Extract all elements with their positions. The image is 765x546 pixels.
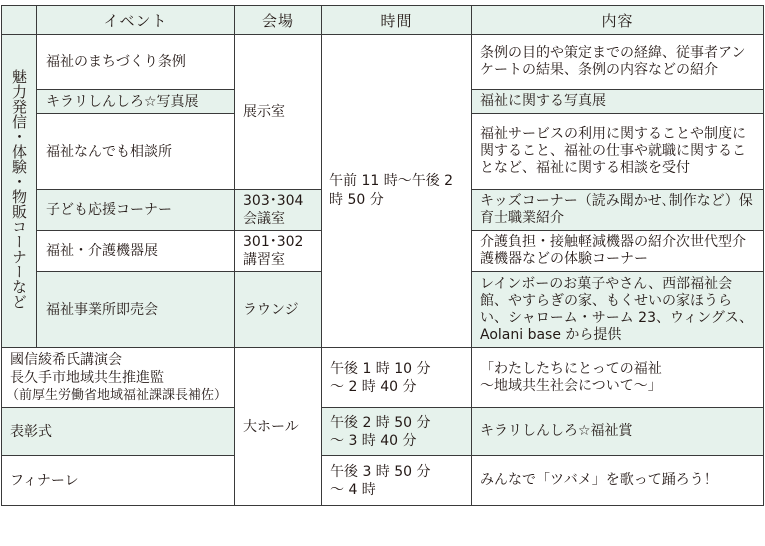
header-venue: 会場 bbox=[235, 6, 322, 35]
table-row bbox=[2, 348, 764, 408]
award-time-end: ～ 3 時 40 分 bbox=[330, 432, 417, 449]
lecture-content-line2: ～地域共生社会について～」 bbox=[480, 377, 662, 394]
content-cell: 福祉サービスの利用に関することや制度に関すること、福祉の仕事や就職に関することなど、福祉に関する相談を受付 bbox=[472, 114, 764, 190]
event-cell: キラリしんしろ☆写真展 bbox=[37, 90, 235, 114]
header-blank bbox=[2, 6, 37, 35]
header-event: イベント bbox=[37, 6, 235, 35]
lecture-speaker-title: 長久手市地域共生推進監 bbox=[10, 369, 164, 386]
venue-cell: 301･302講習室 bbox=[235, 231, 322, 272]
category-cell bbox=[2, 35, 37, 348]
time-main-text: 午前 11 時～午後 2 時 50 分 bbox=[329, 173, 454, 208]
lecture-time-end: ～ 2 時 40 分 bbox=[330, 378, 417, 395]
award-time-start: 午後 2 時 50 分 bbox=[330, 414, 431, 431]
content-cell: キラリしんしろ☆福祉賞 bbox=[472, 408, 764, 456]
content-cell: 条例の目的や策定までの経緯、従事者アンケートの結果、条例の内容などの紹介 bbox=[472, 35, 764, 90]
category-label: 魅力発信・体験・物販コーナーなど bbox=[10, 68, 28, 309]
lecture-time-start: 午後 1 時 10 分 bbox=[330, 360, 431, 377]
header-time: 時間 bbox=[322, 6, 472, 35]
venue-cell: ラウンジ bbox=[235, 272, 322, 348]
event-cell: 福祉のまちづくり条例 bbox=[37, 35, 235, 90]
lecture-content-line1: 「わたしたちにとっての福祉 bbox=[480, 360, 662, 377]
content-cell: レインボーのお菓子やさん、西部福祉会館、やすらぎの家、もくせいの家ほうらい、シャローム・サーム 23、ウィングス、Aolani base から提供 bbox=[472, 272, 764, 348]
time-cell bbox=[322, 408, 472, 456]
table-row bbox=[2, 456, 764, 506]
time-cell bbox=[322, 348, 472, 408]
event-schedule-table bbox=[1, 5, 764, 506]
event-cell: 福祉・介護機器展 bbox=[37, 231, 235, 272]
venue-cell: 大ホール bbox=[235, 348, 322, 506]
content-cell: みんなで「ツバメ」を歌って踊ろう！ bbox=[472, 456, 764, 506]
content-cell: 介護負担・接触軽減機器の紹介次世代型介護機器などの体験コーナー bbox=[472, 231, 764, 272]
lecture-title: 國信綾希氏講演会 bbox=[10, 351, 122, 368]
venue-cell: 303･304会議室 bbox=[235, 190, 322, 231]
event-cell: 福祉なんでも相談所 bbox=[37, 114, 235, 190]
lecture-event-cell bbox=[2, 348, 235, 408]
content-cell bbox=[472, 348, 764, 408]
header-row bbox=[2, 6, 764, 35]
table-row bbox=[2, 35, 764, 90]
header-content: 内容 bbox=[472, 6, 764, 35]
award-event-cell: 表彰式 bbox=[2, 408, 235, 456]
content-cell: キッズコーナー（読み聞かせ､制作など）保育士職業紹介 bbox=[472, 190, 764, 231]
venue-cell: 展示室 bbox=[235, 35, 322, 190]
table-row bbox=[2, 408, 764, 456]
finale-time-end: ～ 4 時 bbox=[330, 481, 376, 498]
finale-time-start: 午後 3 時 50 分 bbox=[330, 463, 431, 480]
event-cell: 子ども応援コーナー bbox=[37, 190, 235, 231]
lecture-speaker-former: （前厚生労働省地域福祉課課長補佐） bbox=[6, 387, 228, 403]
time-cell bbox=[322, 35, 472, 348]
content-cell: 福祉に関する写真展 bbox=[472, 90, 764, 114]
event-cell: 福祉事業所即売会 bbox=[37, 272, 235, 348]
time-cell bbox=[322, 456, 472, 506]
finale-event-cell: フィナーレ bbox=[2, 456, 235, 506]
